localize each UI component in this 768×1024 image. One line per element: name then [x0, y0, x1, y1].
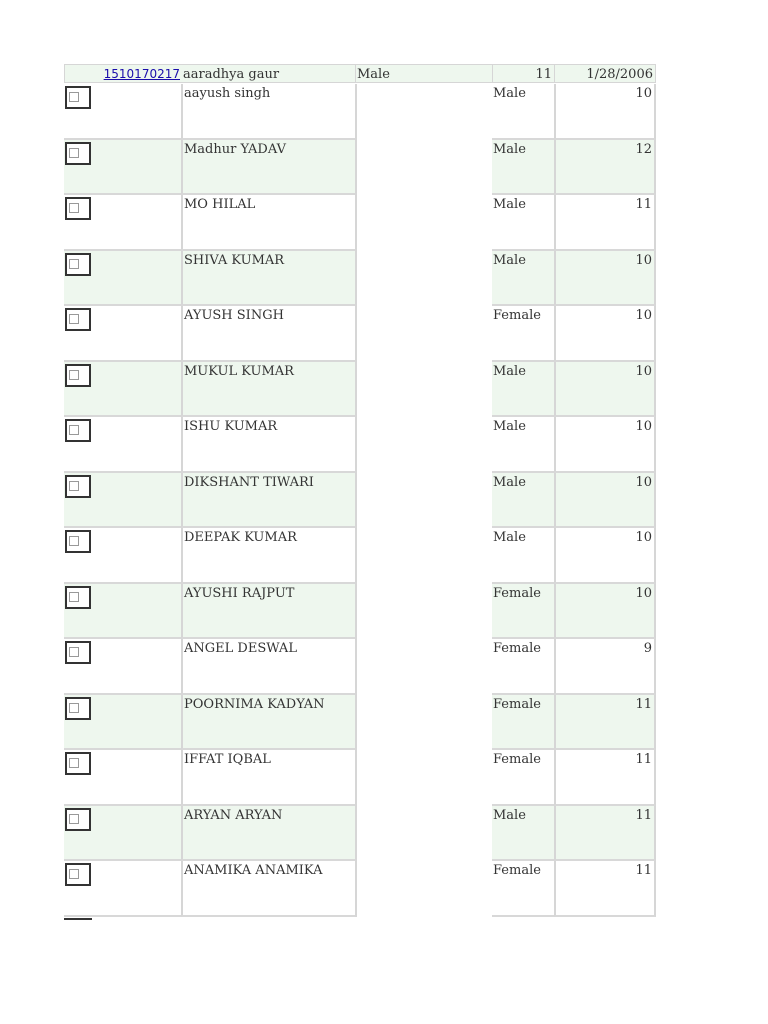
student-gender: Male [492, 195, 554, 251]
student-age: 11 [554, 695, 656, 751]
row-checkbox[interactable] [65, 86, 91, 109]
student-name: Madhur YADAV [181, 140, 355, 196]
student-gender: Female [492, 750, 554, 806]
student-gender: Male [492, 84, 554, 140]
empty-cell [355, 306, 492, 362]
student-age: 10 [554, 473, 656, 529]
checkbox-cell [64, 528, 181, 584]
student-age: 10 [554, 528, 656, 584]
student-gender: Male [492, 140, 554, 196]
empty-cell [355, 639, 492, 695]
row-checkbox[interactable] [65, 641, 91, 664]
row-checkbox[interactable] [65, 142, 91, 165]
student-gender: Female [492, 584, 554, 640]
student-age: 10 [554, 417, 656, 473]
empty-cell [355, 251, 492, 307]
student-age: 11 [554, 806, 656, 862]
student-table [64, 64, 656, 920]
checkbox-cell [64, 84, 181, 140]
checkbox-cell [64, 584, 181, 640]
empty-cell [355, 861, 492, 917]
student-id-cell [64, 64, 181, 83]
table-row [64, 473, 656, 529]
empty-cell [355, 695, 492, 751]
student-name: IFFAT IQBAL [181, 750, 355, 806]
empty-cell [355, 362, 492, 418]
student-age: 12 [554, 140, 656, 196]
student-age: 10 [554, 584, 656, 640]
student-gender: Female [492, 306, 554, 362]
student-gender: Male [492, 251, 554, 307]
student-age: 10 [554, 84, 656, 140]
empty-cell [355, 140, 492, 196]
table-row [64, 584, 656, 640]
table-row [64, 861, 656, 917]
student-age: 11 [492, 64, 554, 83]
student-name: SHIVA KUMAR [181, 251, 355, 307]
checkbox-cell [64, 473, 181, 529]
checkbox-cell [64, 306, 181, 362]
row-checkbox[interactable] [65, 752, 91, 775]
empty-cell [355, 528, 492, 584]
empty-cell [355, 417, 492, 473]
student-age: 11 [554, 861, 656, 917]
table-body [64, 84, 656, 917]
student-age: 11 [554, 750, 656, 806]
empty-cell [355, 84, 492, 140]
student-age: 11 [554, 195, 656, 251]
student-gender: Female [492, 861, 554, 917]
checkbox-cell [64, 362, 181, 418]
student-name: MO HILAL [181, 195, 355, 251]
student-name: aaradhya gaur [181, 64, 355, 83]
table-row [64, 195, 656, 251]
row-checkbox[interactable] [65, 697, 91, 720]
table-row [64, 251, 656, 307]
student-age: 10 [554, 251, 656, 307]
student-gender: Male [492, 528, 554, 584]
student-age: 10 [554, 306, 656, 362]
table-row [64, 528, 656, 584]
student-name: aayush singh [181, 84, 355, 140]
empty-cell [355, 584, 492, 640]
row-checkbox[interactable] [65, 308, 91, 331]
student-name: MUKUL KUMAR [181, 362, 355, 418]
checkbox-cell [64, 639, 181, 695]
table-row [64, 306, 656, 362]
table-row [64, 639, 656, 695]
student-gender: Male [355, 64, 492, 83]
checkbox-cell [64, 750, 181, 806]
student-name: ISHU KUMAR [181, 417, 355, 473]
checkbox-cell [64, 695, 181, 751]
row-divider [64, 918, 92, 920]
student-gender: Female [492, 695, 554, 751]
row-checkbox[interactable] [65, 419, 91, 442]
table-row [64, 750, 656, 806]
empty-cell [355, 473, 492, 529]
empty-cell [355, 750, 492, 806]
student-name: ARYAN ARYAN [181, 806, 355, 862]
student-age: 10 [554, 362, 656, 418]
student-name: DEEPAK KUMAR [181, 528, 355, 584]
student-name: ANAMIKA ANAMIKA [181, 861, 355, 917]
student-gender: Male [492, 473, 554, 529]
row-checkbox[interactable] [65, 197, 91, 220]
empty-cell [355, 806, 492, 862]
empty-cell [355, 195, 492, 251]
row-checkbox[interactable] [65, 253, 91, 276]
checkbox-cell [64, 195, 181, 251]
student-dob: 1/28/2006 [554, 64, 656, 83]
checkbox-cell [64, 806, 181, 862]
student-gender: Male [492, 417, 554, 473]
student-name: AYUSHI RAJPUT [181, 584, 355, 640]
table-row [64, 695, 656, 751]
student-gender: Male [492, 806, 554, 862]
table-row [64, 140, 656, 196]
checkbox-cell [64, 140, 181, 196]
student-name: POORNIMA KADYAN [181, 695, 355, 751]
student-age: 9 [554, 639, 656, 695]
student-gender: Male [492, 362, 554, 418]
checkbox-cell [64, 251, 181, 307]
row-checkbox[interactable] [65, 808, 91, 831]
student-name: DIKSHANT TIWARI [181, 473, 355, 529]
student-id-link[interactable]: 1510170217 [103, 67, 180, 81]
student-gender: Female [492, 639, 554, 695]
checkbox-cell [64, 417, 181, 473]
row-checkbox[interactable] [65, 475, 91, 498]
row-checkbox[interactable] [65, 586, 91, 609]
student-name: AYUSH SINGH [181, 306, 355, 362]
table-row [64, 806, 656, 862]
table-row [64, 64, 656, 84]
row-checkbox[interactable] [65, 863, 91, 886]
row-checkbox[interactable] [65, 530, 91, 553]
checkbox-cell [64, 861, 181, 917]
table-row [64, 362, 656, 418]
table-row [64, 417, 656, 473]
student-name: ANGEL DESWAL [181, 639, 355, 695]
row-checkbox[interactable] [65, 364, 91, 387]
table-row [64, 84, 656, 140]
